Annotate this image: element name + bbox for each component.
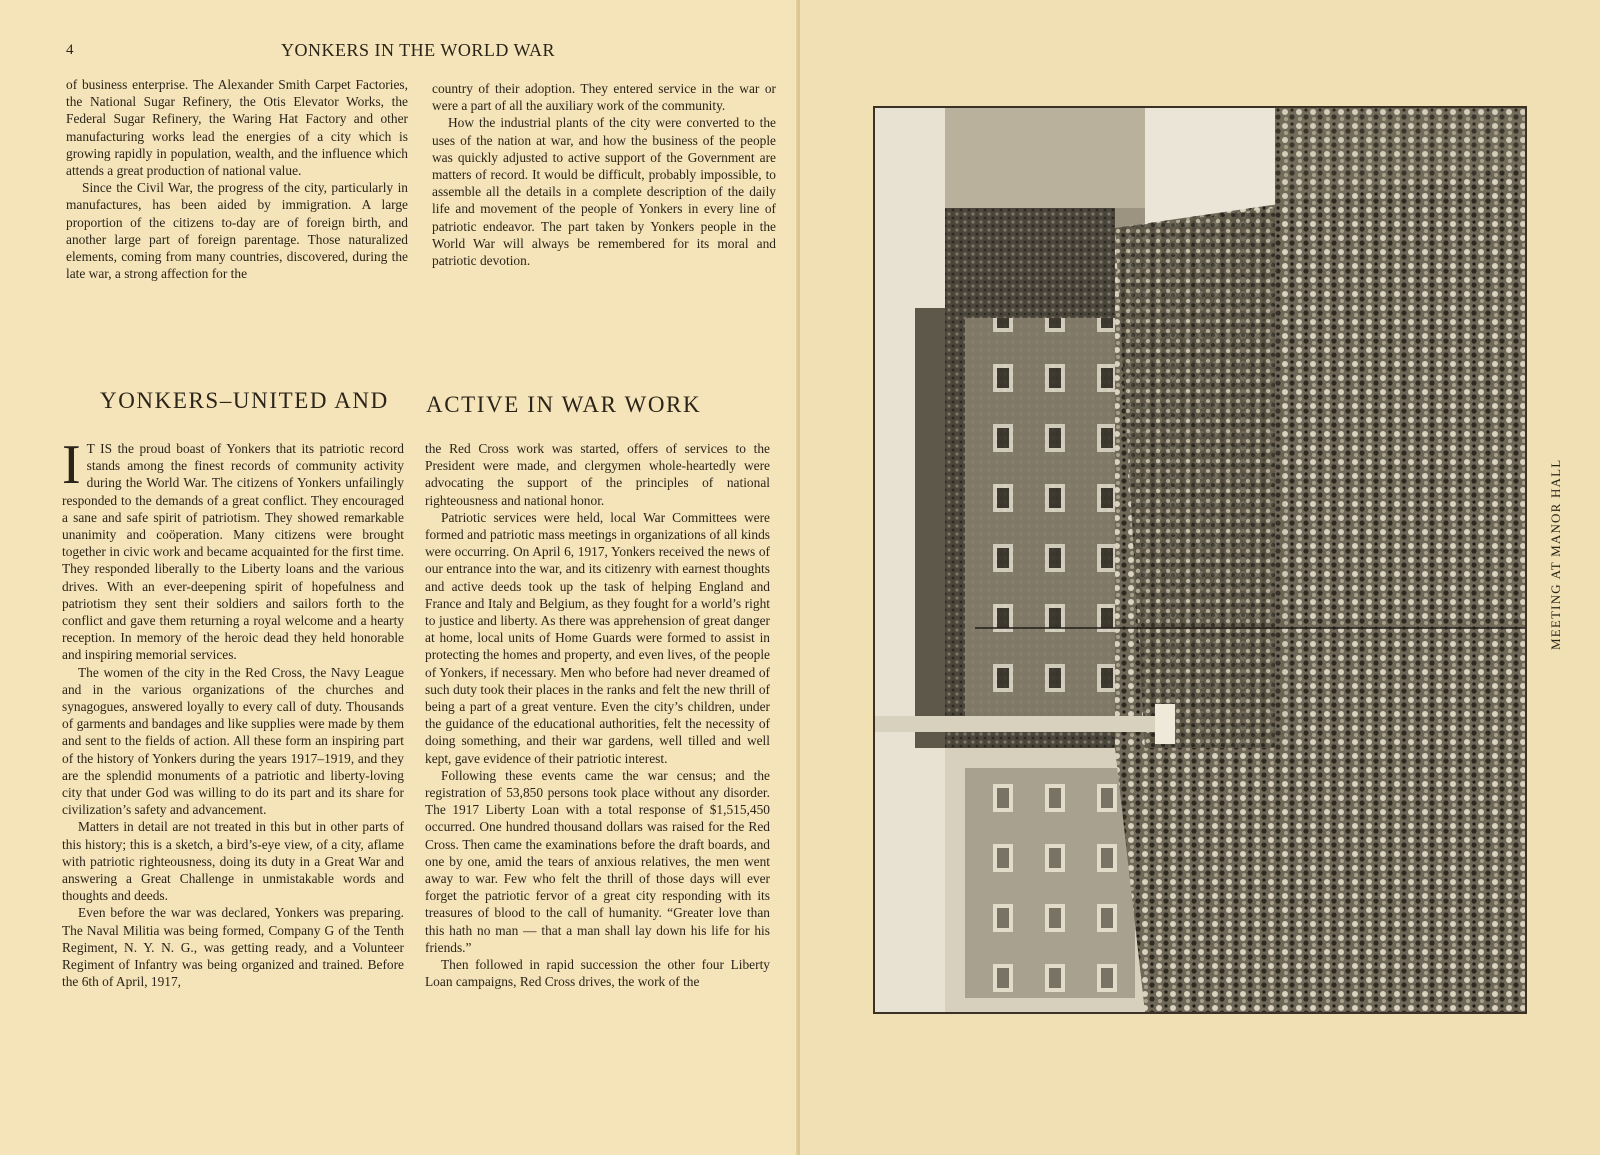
section-title-part-2: ACTIVE IN WAR WORK	[426, 392, 702, 417]
drop-cap: I	[62, 434, 81, 496]
paragraph: The women of the city in the Red Cross, the Navy League and in the various organizations of the churches and synagogues, answered loyally to every call of duty. Thousands of garments and bandages and like supplies were made by them and sent to the fields of action. All these form an inspiring part of the history of Yonkers during the years 1917–1919, and they are the splendid monuments of a patriotic and liberty-loving city that under God was willing to do its part and its share for civilization’s safety and advancement.	[62, 664, 404, 818]
photo-caption	[1544, 460, 1564, 760]
paragraph: country of their adoption. They entered service in the war or were a part of all the auxiliary work of the community.	[432, 81, 776, 114]
bottom-left-column	[62, 434, 404, 991]
running-head: YONKERS IN THE WORLD WAR	[281, 40, 556, 60]
paragraph: Since the Civil War, the progress of the city, particularly in manufactures, has been aided by immigration. A large proportion of the citizens to-day are of foreign birth, and another large part of foreign parentage. Those naturalized elements, coming from many countries, discovered, during the late war, a strong affection for the	[66, 180, 408, 282]
opening-paragraph	[62, 434, 404, 664]
section-title-part-1: YONKERS–UNITED AND	[100, 388, 389, 413]
opening-text: T IS the proud boast of Yonkers that its patriotic record stands among the finest records of community activity during the World War. The citizens of Yonkers unfailingly responded to the demands of a great conflict. They encouraged a sane and safe spirit of patriotism. They showed remarkable unanimity and coöperation. Many citizens were brought together in civic work and became acquainted for the first time. They responded liberally to the Liberty loans and the various drives. With an ever-deepening spirit of hopefulness and patriotism they sent their soldiers and sailors forth to the conflict and gave them returning a royal welcome and a hearty reception. In memory of the heroic dead they held honorable and inspiring memorial services.	[62, 441, 404, 663]
paragraph: Patriotic services were held, local War Committees were formed and patriotic mass meetings in organizations of all kinds were occurring. On April 6, 1917, Yonkers received the news of our entrance into the war, and its citizenry with earnest thoughts and active deeds took up the task of helping England and France and Italy and Belgium, as they fought for a world’s right to justice and liberty. As there was apprehension of great danger at home, local units of Home Guards were formed to assist in protecting the homes and property, and even lives, of the people of Yonkers, if necessary. Men who before had never dreamed of such duty took their places in the ranks and felt the new thrill of being a part of a great venture. Even the city’s children, under the guidance of the educational authorities, felt the necessity of doing something, and their war gardens, well tilled and well kept, gave evidence of their patriotic interest.	[425, 509, 770, 766]
top-left-column	[66, 76, 408, 282]
paragraph: How the industrial plants of the city were converted to the uses of the nation at war, and how the business of the people was quickly adjusted to active support of the Government are matters of record. It would be difficult, probably impossible, to assemble all the details in a complete description of the daily life and movement of the people of Yonkers in every line of patriotic endeavor. The part taken by Yonkers people in the World War will always be remembered for its moral and patriotic devotion.	[432, 115, 776, 269]
paragraph: Even before the war was declared, Yonkers was preparing. The Naval Militia was being formed, Company G of the Tenth Regiment, N. Y. N. G., was getting ready, and a Volunteer Regiment of Infantry was being organized and trained. Before the 6th of April, 1917,	[62, 905, 404, 990]
paragraph: of business enterprise. The Alexander Smith Carpet Factories, the National Sugar Refinery, the Otis Elevator Works, the Federal Sugar Refinery, the Waring Hat Factory and other manufacturing works lead the energies of a city which is growing rapidly in population, wealth, and the influence which attends a great production of national value.	[66, 77, 408, 179]
caption-text: MEETING AT MANOR HALL	[1548, 458, 1563, 650]
paragraph: Following these events came the war census; and the registration of 53,850 persons took place without any disorder. The 1917 Liberty Loan with a total response of $1,515,450 occurred. One hundred thousand dollars was raised for the Red Cross. Then came the examinations before the draft boards, and one by one, amid the tears of anxious relatives, the men went away to war. Few who felt the thrill of those days will ever forget the patriotic fervor of a great city responding with its treasures of blood to the call of humanity. “Greater love than this hath no man — that a man shall lay down his life for his friends.”	[425, 767, 770, 955]
photo-illustration	[875, 108, 1525, 1012]
page-number: 4	[66, 42, 74, 58]
crowd-photograph	[873, 106, 1527, 1014]
left-page	[0, 0, 798, 1155]
paragraph: Then followed in rapid succession the other four Liberty Loan campaigns, Red Cross drives, the work of the	[425, 957, 770, 990]
paragraph: Matters in detail are not treated in this but in other parts of this history; this is a sketch, a bird’s-eye view, of a city, aflame with patriotic righteousness, doing its duty in a Great War and answering a Great Challenge in unmistakable words and thoughts and deeds.	[62, 819, 404, 904]
paragraph: the Red Cross work was started, offers of services to the President were made, and clergymen whole-heartedly were advocating the support of the principles of national righteousness and national honor.	[425, 441, 770, 508]
bottom-right-column	[425, 440, 770, 991]
top-right-column	[432, 80, 776, 269]
